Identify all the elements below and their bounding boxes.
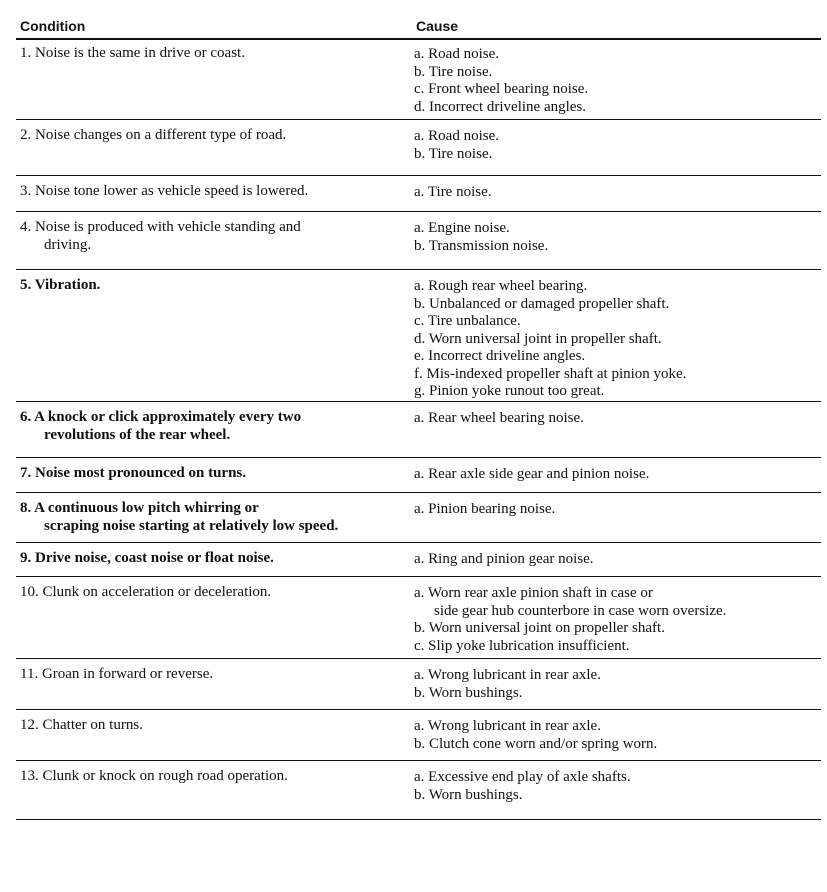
cause-item: c. Tire unbalance. [414, 313, 521, 329]
cause-item: b. Clutch cone worn and/or spring worn. [414, 735, 658, 752]
cause-item: a. Road noise. [414, 46, 499, 62]
cause-item: e. Incorrect driveline angles. [414, 348, 586, 364]
condition-column-header: Condition [20, 18, 86, 34]
table-row [16, 38, 821, 120]
condition-text: 9. Drive noise, coast noise or float noise. [20, 550, 274, 566]
cause-cell [414, 278, 814, 401]
table-row [16, 761, 821, 820]
condition-cell [20, 717, 380, 735]
cause-item: a. Worn rear axle pinion shaft in case or [414, 585, 653, 601]
cause-item: a. Wrong lubricant in rear axle. [414, 718, 601, 734]
condition-text: 6. A knock or click approximately every two [20, 409, 302, 425]
cause-cell [414, 184, 814, 202]
condition-text: revolutions of the rear wheel. [44, 426, 231, 443]
cause-item: b. Tire noise. [414, 63, 493, 80]
cause-cell [414, 585, 814, 655]
table-row [16, 577, 821, 659]
cause-item: a. Rear wheel bearing noise. [414, 410, 584, 426]
cause-item: b. Transmission noise. [414, 237, 549, 254]
cause-item: b. Worn bushings. [414, 684, 523, 701]
cause-item: a. Ring and pinion gear noise. [414, 551, 594, 567]
condition-cell [20, 500, 380, 535]
cause-item: c. Front wheel bearing noise. [414, 81, 589, 97]
table-body [16, 38, 821, 820]
table-row [16, 710, 821, 761]
cause-item: a. Tire noise. [414, 184, 492, 200]
condition-cell [20, 666, 380, 684]
cause-item: b. Worn universal joint on propeller shaft. [414, 620, 665, 636]
condition-text: scraping noise starting at relatively low speed. [44, 517, 339, 534]
cause-cell [414, 466, 814, 484]
cause-cell [414, 220, 814, 255]
condition-text: 3. Noise tone lower as vehicle speed is lowered. [20, 183, 309, 199]
condition-text: driving. [44, 236, 92, 253]
cause-item: g. Pinion yoke runout too great. [414, 383, 605, 399]
condition-cell [20, 465, 380, 483]
table-row [16, 543, 821, 577]
cause-item: a. Road noise. [414, 128, 499, 144]
cause-item: a. Pinion bearing noise. [414, 501, 556, 517]
table-row [16, 176, 821, 212]
cause-cell [414, 718, 814, 753]
cause-item: c. Slip yoke lubrication insufficient. [414, 637, 630, 654]
condition-text: 2. Noise changes on a different type of road. [20, 127, 287, 143]
condition-cell [20, 45, 380, 63]
cause-cell [414, 551, 814, 569]
cause-cell [414, 769, 814, 804]
cause-item: f. Mis-indexed propeller shaft at pinion yoke. [414, 365, 687, 382]
condition-text: 13. Clunk or knock on rough road operation. [20, 768, 288, 784]
table-row [16, 659, 821, 710]
cause-cell [414, 667, 814, 702]
cause-item: b. Unbalanced or damaged propeller shaft. [414, 295, 670, 312]
cause-item: d. Incorrect driveline angles. [414, 98, 587, 115]
condition-text: 5. Vibration. [20, 277, 101, 293]
cause-item: a. Rear axle side gear and pinion noise. [414, 466, 650, 482]
table-row [16, 458, 821, 493]
cause-item: d. Worn universal joint in propeller shaft. [414, 330, 662, 347]
cause-column-header: Cause [416, 18, 459, 34]
condition-cell [20, 127, 380, 145]
condition-cell [20, 584, 380, 602]
condition-text: 7. Noise most pronounced on turns. [20, 465, 247, 481]
table-row [16, 270, 821, 402]
table-row [16, 120, 821, 176]
table-row [16, 212, 821, 270]
cause-item: a. Wrong lubricant in rear axle. [414, 667, 601, 683]
cause-item: b. Worn bushings. [414, 786, 523, 803]
condition-cell [20, 219, 380, 254]
cause-item: a. Excessive end play of axle shafts. [414, 769, 631, 785]
cause-item: b. Tire noise. [414, 145, 493, 162]
table-row [16, 493, 821, 543]
condition-text: 10. Clunk on acceleration or deceleration. [20, 584, 272, 600]
condition-text: 1. Noise is the same in drive or coast. [20, 45, 245, 61]
cause-cell [414, 410, 814, 428]
cause-cell [414, 501, 814, 519]
condition-text: 12. Chatter on turns. [20, 717, 143, 733]
condition-cell [20, 768, 380, 786]
cause-item: side gear hub counterbore in case worn oversize. [434, 602, 727, 619]
condition-cell [20, 277, 380, 295]
condition-text: 4. Noise is produced with vehicle standing and [20, 219, 301, 235]
cause-item: a. Rough rear wheel bearing. [414, 278, 588, 294]
condition-cell [20, 409, 380, 444]
cause-item: a. Engine noise. [414, 220, 510, 236]
table-row [16, 402, 821, 458]
condition-text: 11. Groan in forward or reverse. [20, 666, 214, 682]
condition-cell [20, 550, 380, 568]
condition-cell [20, 183, 380, 201]
table-header [16, 10, 821, 40]
condition-text: 8. A continuous low pitch whirring or [20, 500, 259, 516]
cause-cell [414, 128, 814, 163]
cause-cell [414, 46, 814, 116]
